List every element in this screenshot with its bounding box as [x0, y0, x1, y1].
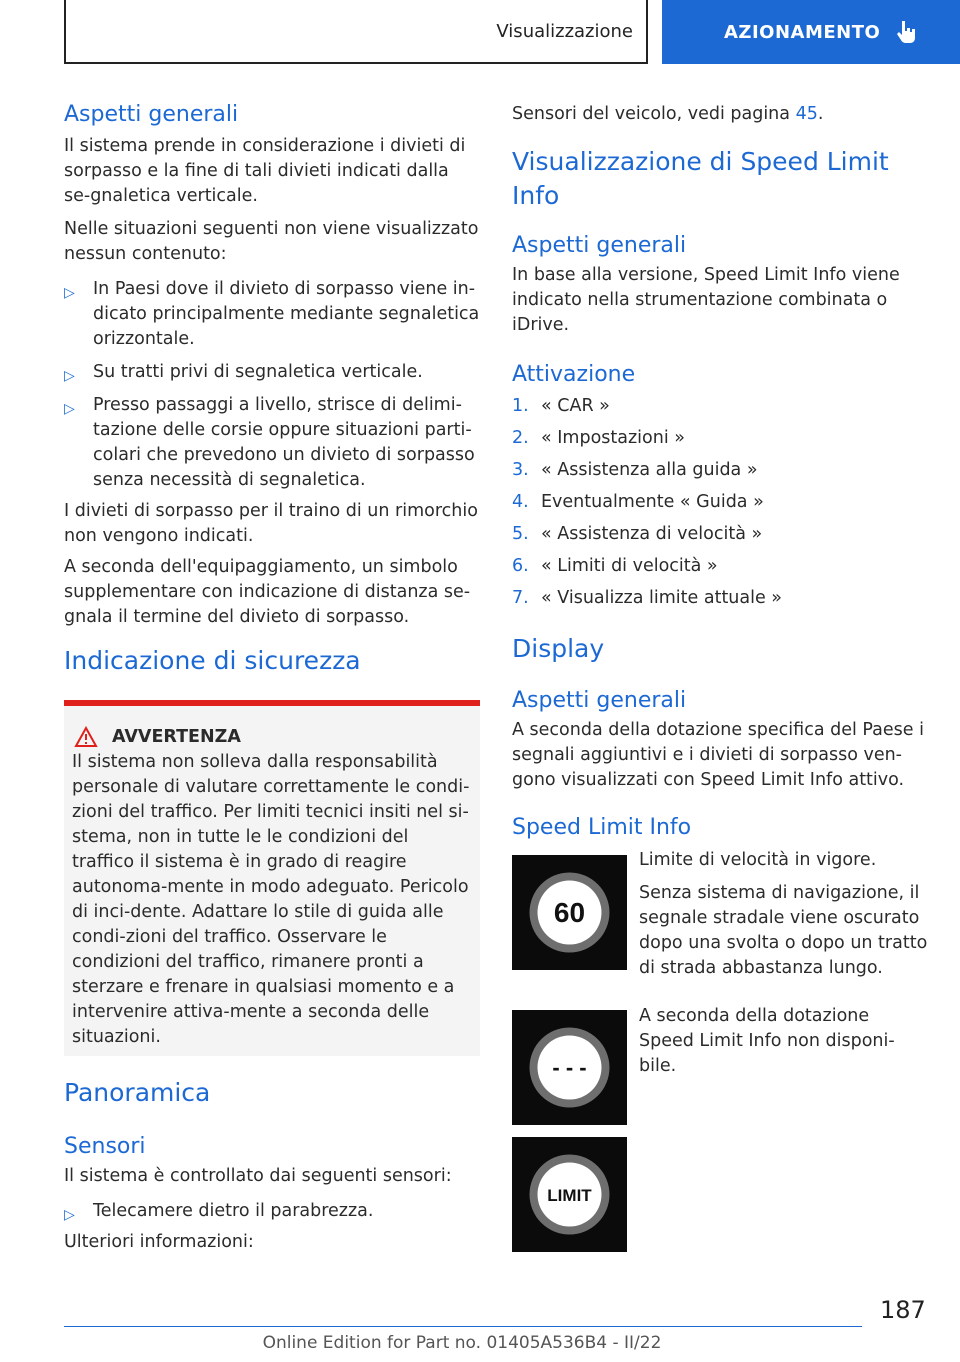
paragraph: I divieti di sorpasso per il traino di un rimorchio non vengono indicati. — [64, 501, 478, 546]
footer-divider — [64, 1326, 862, 1327]
heading-overview: Panoramica — [64, 1078, 211, 1107]
footer-edition: Online Edition for Part no. 01405A536B4 - II/22 — [262, 1333, 662, 1353]
paragraph: Nelle situazioni seguenti non viene visualizzato nessun contenuto: — [64, 219, 479, 264]
paragraph: A seconda della dotazione Speed Limit Info non disponi-bile. — [639, 1006, 895, 1076]
heading-general: Aspetti generali — [512, 688, 687, 713]
warning-text: Il sistema non solleva dalla responsabilità personale di valutare correttamente le condi-zioni del traffico. Per limiti tecnici insiti nel si-stema, non in tutte le le condizioni del traffico il sistema è in grado di reagire autonoma-mente in modo adeguato. Pericolo di inci-dente. Adattare lo stile di guida alle condi-zioni del traffico. Osservare le condizioni del traffico, rimanere pronti a sterzare e frenare in qualsiasi momento e a intervenire attiva-mente a seconda delle situazioni. — [72, 752, 470, 1047]
triangle-bullet-icon: ▷ — [64, 368, 75, 384]
speed-limit-unavailable-image — [512, 1010, 627, 1125]
heading-speed-limit-info: Speed Limit Info — [512, 815, 692, 840]
sensor-list — [64, 1199, 480, 1224]
warning-title-row — [72, 726, 472, 748]
heading-safety: Indicazione di sicurezza — [64, 646, 361, 675]
situation-list — [64, 277, 480, 493]
paragraph: Limite di velocità in vigore. — [639, 850, 877, 870]
triangle-bullet-icon: ▷ — [64, 285, 75, 301]
header-chapter-tab — [662, 0, 960, 64]
unavailable-dashes: - - - — [552, 1055, 587, 1080]
paragraph: Senza sistema di navigazione, il segnale stradale viene oscurato dopo una svolta o dopo un tratto di strada abbastanza lungo. — [639, 883, 928, 978]
page-number: 187 — [880, 1296, 926, 1324]
header-section-tab — [64, 0, 648, 64]
heading-sensors: Sensori — [64, 1134, 146, 1159]
paragraph: A seconda dell'equipaggiamento, un simbolo supplementare con indicazione di distanza se-gnala il termine del divieto di sorpasso. — [64, 557, 471, 627]
speed-limit-value: 60 — [553, 897, 586, 928]
heading-general: Aspetti generali — [512, 233, 687, 258]
list-item: 3. « Assistenza alla guida » — [512, 460, 758, 480]
list-item: ▷ Presso passaggi a livello, strisce di delimi-tazione delle corsie oppure situazioni parti-colari che prevedono un divieto di sorpasso senza necessità di segnaletica. — [64, 395, 475, 490]
list-item: 5. « Assistenza di velocità » — [512, 524, 763, 544]
list-item: 4. Eventualmente « Guida » — [512, 492, 764, 512]
heading-display-sli: Visualizzazione di Speed Limit Info — [512, 147, 889, 210]
triangle-bullet-icon: ▷ — [64, 401, 75, 417]
header-chapter-title: AZIONAMENTO — [724, 21, 881, 43]
warning-title: AVVERTENZA — [112, 727, 241, 747]
warning-box — [64, 700, 480, 1056]
speed-limit-limit-image — [512, 1137, 627, 1252]
pointing-hand-icon — [894, 19, 920, 45]
paragraph: A seconda della dotazione specifica del Paese i segnali aggiuntivi e i divieti di sorpasso ven-gono visualizzati con Speed Limit Info attivo. — [512, 720, 924, 790]
heading-activation: Attivazione — [512, 362, 636, 387]
list-item: 6. « Limiti di velocità » — [512, 556, 718, 576]
warning-triangle-icon — [74, 726, 98, 748]
right-column — [512, 96, 932, 843]
speed-limit-60-image — [512, 855, 627, 970]
heading-general: Aspetti generali — [64, 102, 239, 127]
page-link[interactable]: 45 — [795, 104, 818, 124]
triangle-bullet-icon: ▷ — [64, 1207, 75, 1223]
speed-limit-unavailable-text — [639, 1004, 909, 1079]
list-item: ▷ Telecamere dietro il parabrezza. — [64, 1199, 480, 1224]
left-column-lower — [64, 1076, 480, 1255]
list-item: ▷ Su tratti privi di segnaletica verticale. — [64, 360, 480, 385]
speed-limit-descriptions — [639, 848, 931, 981]
paragraph-sensors-ref: Sensori del veicolo, vedi pagina 45. — [512, 104, 824, 124]
paragraph: Il sistema prende in considerazione i divieti di sorpasso e la fine di tali divieti indicati dalla se-gnaletica verticale. — [64, 136, 466, 206]
list-item: 1. « CAR » — [512, 396, 610, 416]
list-item: ▷ In Paesi dove il divieto di sorpasso viene in-dicato principalmente mediante segnaletica orizzontale. — [64, 279, 480, 349]
activation-steps — [512, 394, 932, 618]
paragraph: Ulteriori informazioni: — [64, 1232, 254, 1252]
paragraph: In base alla versione, Speed Limit Info viene indicato nella strumentazione combinata o iDrive. — [512, 265, 900, 335]
paragraph: Il sistema è controllato dai seguenti sensori: — [64, 1166, 452, 1186]
heading-display: Display — [512, 634, 605, 663]
list-item: 7. « Visualizza limite attuale » — [512, 588, 783, 608]
left-column — [64, 96, 480, 678]
header-section-title: Visualizzazione — [496, 20, 633, 42]
limit-label: LIMIT — [547, 1186, 592, 1205]
list-item: 2. « Impostazioni » — [512, 428, 685, 448]
